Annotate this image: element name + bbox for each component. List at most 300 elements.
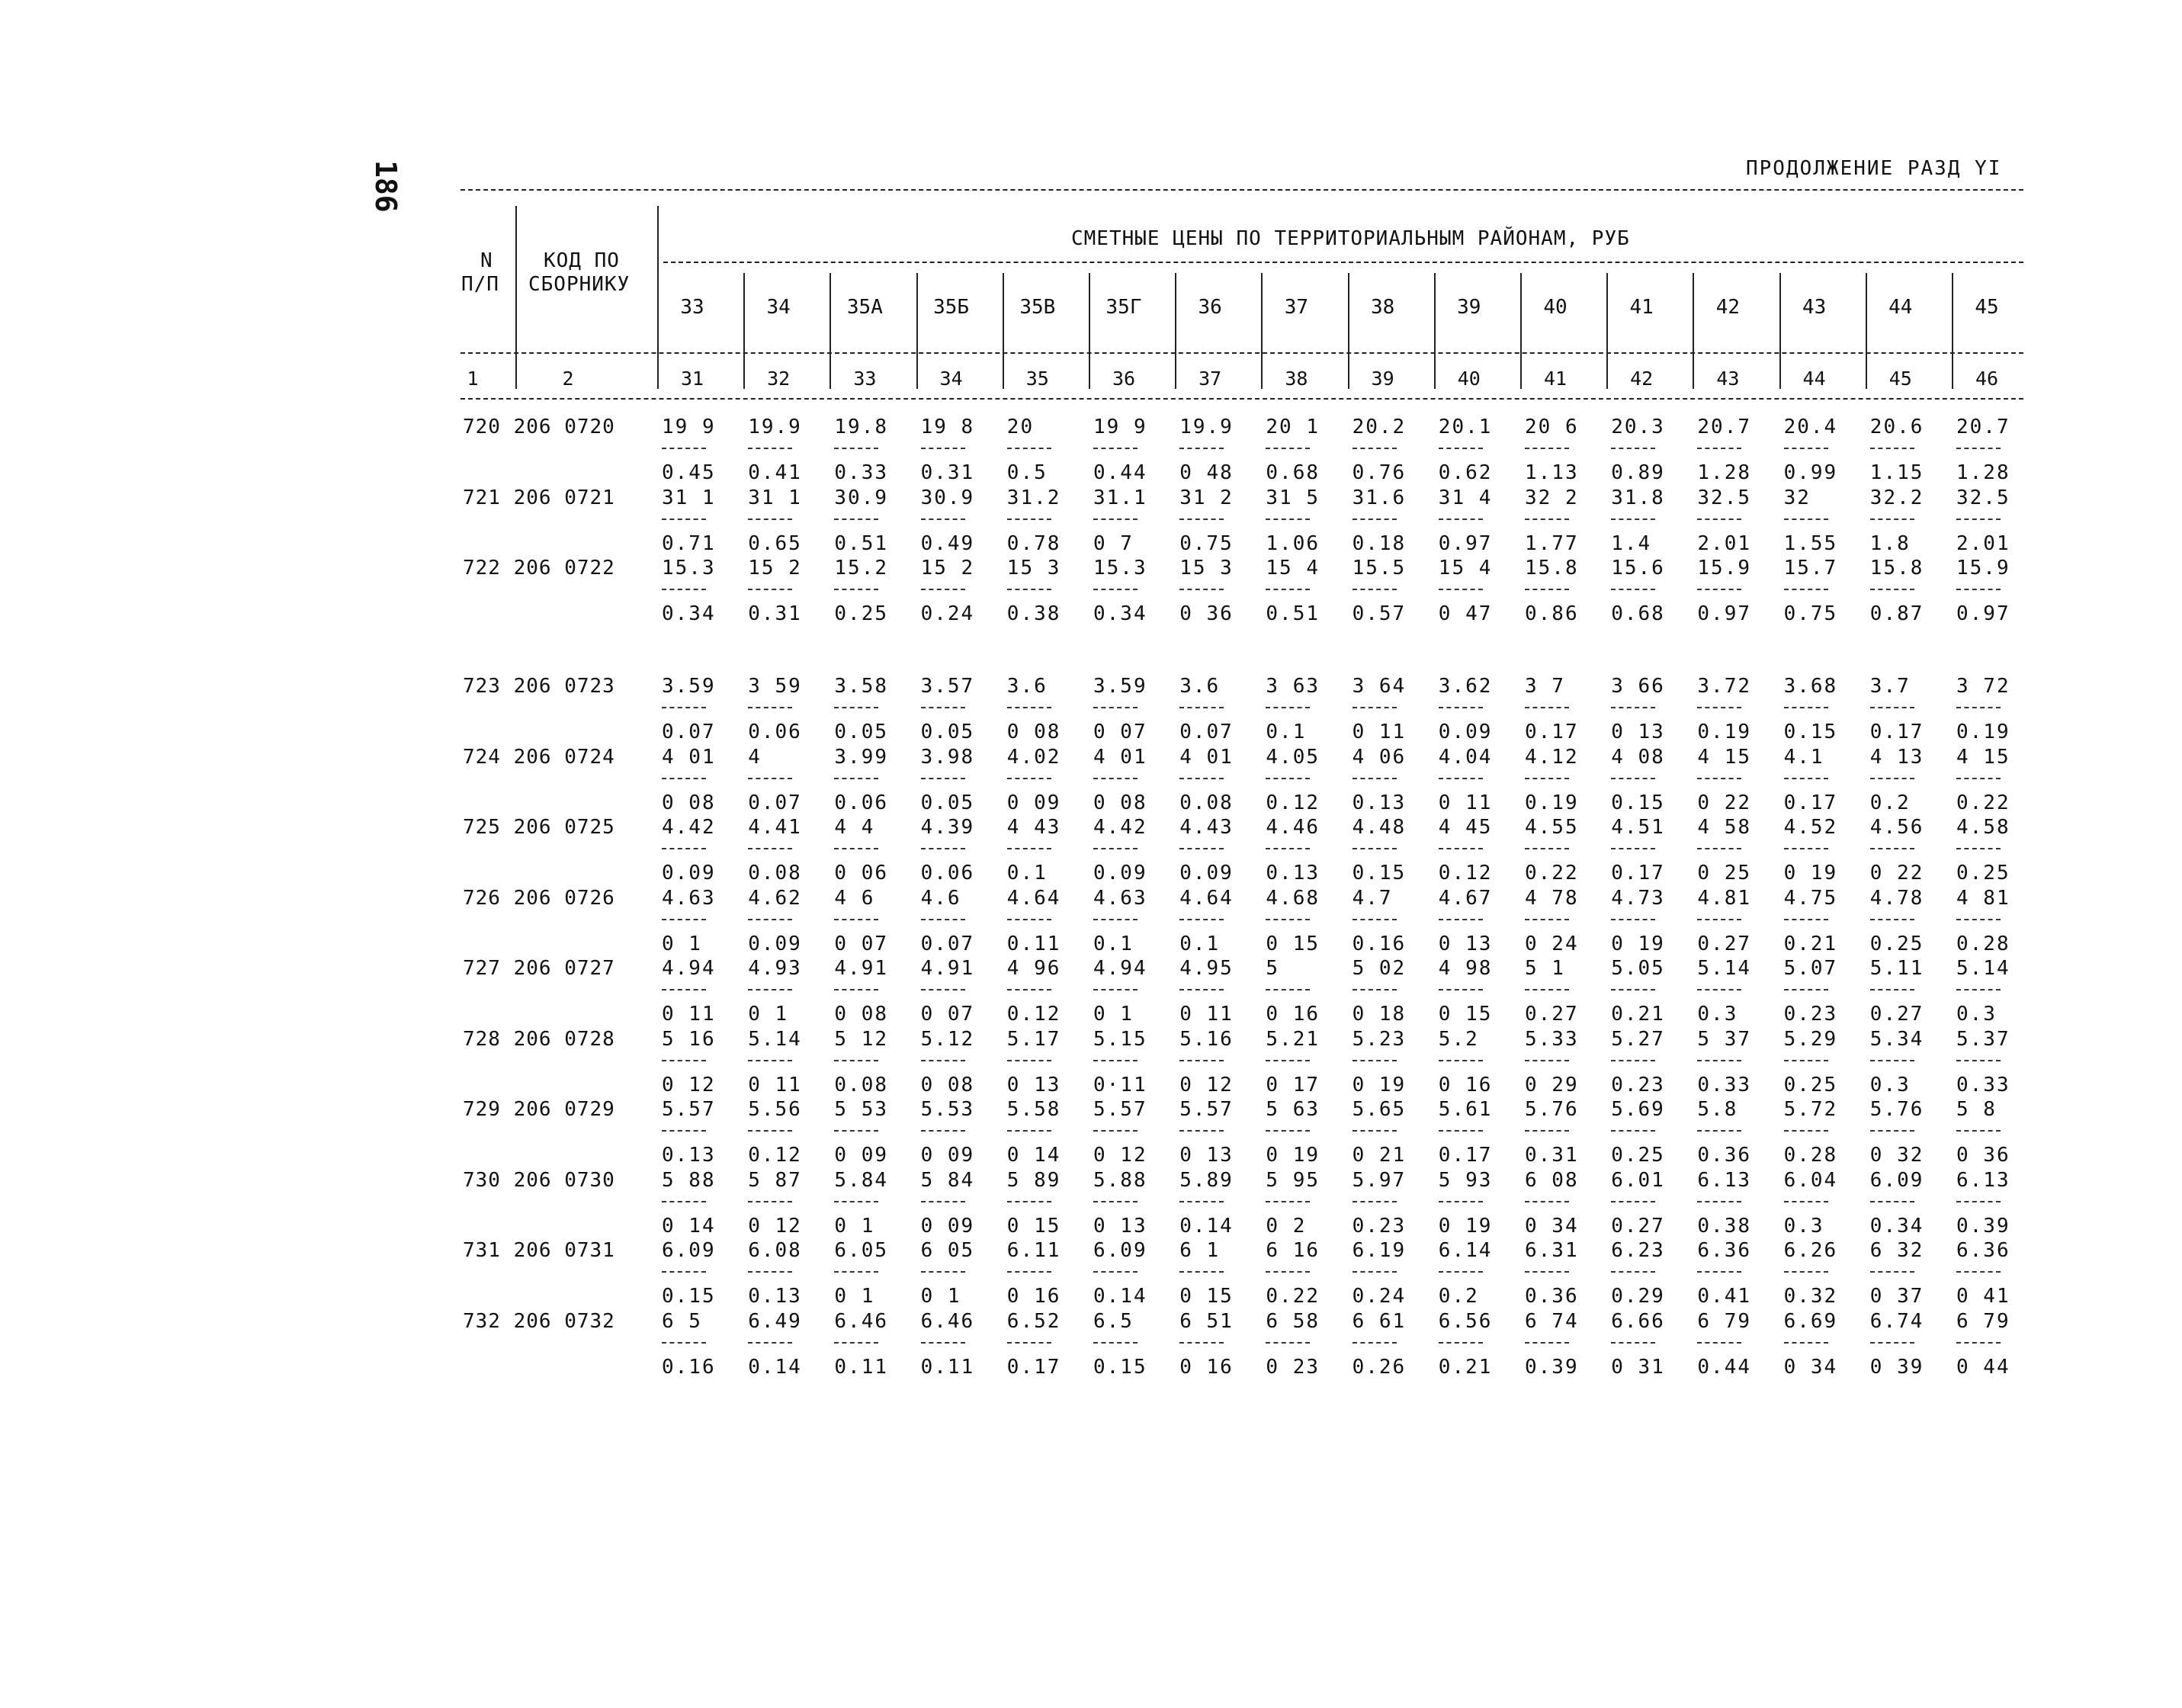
price-denominator: 0.17 — [1869, 721, 1924, 743]
price-denominator: 0.27 — [1611, 1214, 1665, 1238]
price-value: 3 63 — [1266, 675, 1320, 698]
price-value: 5.21 — [1266, 1027, 1320, 1051]
price-value: 4.39 — [920, 816, 975, 839]
price-denominator: 0.3 — [1697, 1003, 1738, 1026]
price-value: 6.74 — [1869, 1309, 1924, 1333]
fraction-bar — [1007, 989, 1051, 990]
column-number: 41 — [1543, 368, 1568, 390]
price-value: 5.11 — [1869, 957, 1924, 980]
fraction-bar — [1870, 778, 1914, 779]
price-value: 5 12 — [834, 1027, 889, 1051]
price-denominator: 0 1 — [920, 1285, 961, 1308]
district-header: 38 — [1370, 296, 1395, 319]
price-denominator: 2.01 — [1697, 531, 1752, 555]
fraction-bar — [1870, 589, 1914, 590]
fraction-bar — [1353, 989, 1397, 990]
price-denominator: 1.8 — [1869, 531, 1911, 555]
price-denominator: 0.09 — [662, 862, 716, 884]
price-denominator: 0 07 — [1093, 721, 1147, 743]
price-denominator: 0.3 — [1783, 1214, 1824, 1238]
price-value: 15 2 — [920, 557, 975, 580]
fraction-bar — [1697, 589, 1741, 590]
price-value: 20.2 — [1352, 416, 1407, 438]
fraction-bar — [921, 1342, 965, 1344]
price-value: 6.26 — [1783, 1239, 1838, 1262]
price-denominator: 0.34 — [1093, 602, 1147, 625]
price-value: 6.09 — [662, 1239, 716, 1262]
district-header: 35Б — [933, 296, 970, 319]
price-value: 31 1 — [662, 486, 716, 509]
price-value: 15 4 — [1438, 557, 1493, 580]
row-code-label: 720 206 0720 — [463, 416, 615, 438]
price-value: 4 6 — [834, 886, 875, 910]
price-value: 6.56 — [1438, 1309, 1493, 1333]
price-denominator: 0.31 — [748, 602, 802, 625]
price-value: 4.93 — [748, 957, 802, 980]
price-denominator: 0.31 — [1525, 1144, 1579, 1167]
fraction-bar — [1525, 448, 1569, 449]
fraction-bar — [1525, 518, 1569, 520]
fraction-bar — [1870, 919, 1914, 920]
price-value: 15.6 — [1611, 557, 1665, 580]
price-value: 3.59 — [662, 675, 716, 698]
price-value: 5.97 — [1352, 1168, 1407, 1192]
price-value: 31.8 — [1611, 486, 1665, 509]
price-value: 3.58 — [834, 675, 889, 698]
row-code-label: 724 206 0724 — [463, 745, 615, 769]
price-denominator: 0 08 — [1093, 791, 1147, 814]
fraction-bar — [748, 1271, 792, 1273]
price-denominator: 0 07 — [834, 932, 889, 955]
price-value: 4.56 — [1869, 816, 1924, 839]
fraction-bar — [834, 778, 878, 779]
column-number: 43 — [1716, 368, 1740, 390]
price-denominator: 0.14 — [748, 1355, 802, 1379]
price-value: 20.7 — [1697, 416, 1752, 438]
price-denominator: 0.27 — [1869, 1003, 1924, 1026]
fraction-bar — [1956, 1271, 2001, 1273]
price-denominator: 0 41 — [1956, 1285, 2010, 1308]
price-value: 4 78 — [1525, 886, 1579, 910]
price-denominator: 0 13 — [1093, 1214, 1147, 1238]
price-denominator: 0.08 — [834, 1073, 889, 1096]
fraction-bar — [1697, 778, 1741, 779]
fraction-bar — [1525, 1271, 1569, 1273]
price-value: 20.7 — [1956, 416, 2010, 438]
price-value: 15 2 — [748, 557, 802, 580]
price-denominator: 0.09 — [1093, 862, 1147, 884]
price-value: 4.94 — [1093, 957, 1147, 980]
price-denominator: 0 19 — [1352, 1073, 1407, 1096]
price-denominator: 0.33 — [834, 461, 889, 484]
price-value: 6 58 — [1266, 1309, 1320, 1333]
fraction-bar — [1697, 448, 1741, 449]
price-denominator: 0.28 — [1783, 1144, 1838, 1167]
fraction-bar — [1697, 707, 1741, 708]
district-header: 43 — [1802, 296, 1827, 319]
price-denominator: 0.12 — [1266, 791, 1320, 814]
price-denominator: 0.44 — [1093, 461, 1147, 484]
price-denominator: 0 23 — [1266, 1355, 1320, 1379]
price-value: 4.41 — [748, 816, 802, 839]
fraction-bar — [1266, 1271, 1310, 1273]
price-denominator: 0.45 — [662, 461, 716, 484]
rule-top — [460, 189, 2023, 191]
price-value: 4.62 — [748, 886, 802, 910]
header-group-title: СМЕТНЫЕ ЦЕНЫ ПО ТЕРРИТОРИАЛЬНЫМ РАЙОНАМ, РУБ — [1071, 227, 1630, 250]
price-denominator: 0.51 — [1266, 602, 1320, 625]
fraction-bar — [921, 1130, 965, 1132]
fraction-bar — [1870, 707, 1914, 708]
price-value: 4.91 — [834, 957, 889, 980]
fraction-bar — [1179, 1271, 1224, 1273]
fraction-bar — [1611, 448, 1655, 449]
fraction-bar — [748, 848, 792, 849]
fraction-bar — [921, 589, 965, 590]
fraction-bar — [1353, 589, 1397, 590]
price-denominator: 0.22 — [1525, 862, 1579, 884]
price-value: 4.6 — [920, 886, 961, 910]
price-value: 31.6 — [1352, 486, 1407, 509]
fraction-bar — [834, 518, 878, 520]
price-denominator: 0.41 — [1697, 1285, 1752, 1308]
price-denominator: 0.97 — [1697, 602, 1752, 625]
price-denominator: 0.25 — [834, 602, 889, 625]
fraction-bar — [1956, 707, 2001, 708]
price-value: 31 5 — [1266, 486, 1320, 509]
fraction-bar — [1956, 919, 2001, 920]
column-number: 38 — [1285, 368, 1308, 390]
fraction-bar — [1007, 448, 1051, 449]
fraction-bar — [1179, 589, 1224, 590]
column-number: 44 — [1802, 368, 1826, 390]
price-denominator: 1.28 — [1697, 461, 1752, 484]
fraction-bar — [834, 1130, 878, 1132]
price-denominator: 0.16 — [1352, 932, 1407, 955]
price-denominator: 0 22 — [1697, 791, 1752, 814]
price-denominator: 0·11 — [1093, 1073, 1147, 1096]
price-denominator: 0.09 — [748, 932, 802, 955]
price-denominator: 0.2 — [1869, 791, 1911, 814]
price-denominator: 0.1 — [1266, 721, 1307, 743]
price-denominator: 0.14 — [1179, 1214, 1234, 1238]
fraction-bar — [1093, 989, 1138, 990]
fraction-bar — [662, 1060, 706, 1061]
price-denominator: 0.16 — [662, 1355, 716, 1379]
price-denominator: 0 17 — [1266, 1073, 1320, 1096]
price-value: 6.11 — [1006, 1239, 1061, 1262]
fraction-bar — [1266, 848, 1310, 849]
price-value: 19.8 — [834, 416, 889, 438]
column-number: 1 — [467, 368, 479, 390]
fraction-bar — [834, 1060, 878, 1061]
fraction-bar — [662, 707, 706, 708]
price-denominator: 0.68 — [1611, 602, 1665, 625]
price-value: 6.36 — [1697, 1239, 1752, 1262]
price-value: 4 4 — [834, 816, 875, 839]
fraction-bar — [1179, 518, 1224, 520]
price-denominator: 0 31 — [1611, 1355, 1665, 1379]
fraction-bar — [1439, 1130, 1483, 1132]
fraction-bar — [1784, 778, 1828, 779]
fraction-bar — [748, 518, 792, 520]
price-value: 32.5 — [1956, 486, 2010, 509]
fraction-bar — [1525, 589, 1569, 590]
fraction-bar — [748, 707, 792, 708]
fraction-bar — [1784, 518, 1828, 520]
price-denominator: 0 1 — [748, 1003, 789, 1026]
district-header: 36 — [1198, 296, 1222, 319]
price-denominator: 0.12 — [748, 1144, 802, 1167]
district-header: 42 — [1715, 296, 1741, 319]
price-denominator: 1.13 — [1525, 461, 1579, 484]
price-denominator: 0 21 — [1352, 1144, 1407, 1167]
fraction-bar — [1353, 919, 1397, 920]
price-denominator: 0 09 — [920, 1214, 975, 1238]
fraction-bar — [748, 778, 792, 779]
district-header: 35А — [846, 296, 883, 319]
fraction-bar — [748, 448, 792, 449]
price-denominator: 0.25 — [1783, 1073, 1838, 1096]
price-value: 4.52 — [1783, 816, 1838, 839]
price-value: 5.61 — [1438, 1098, 1493, 1121]
price-value: 3 64 — [1352, 675, 1407, 698]
column-number: 37 — [1198, 368, 1222, 390]
fraction-bar — [1093, 1342, 1138, 1344]
fraction-bar — [662, 989, 706, 990]
fraction-bar — [1093, 848, 1138, 849]
price-value: 4 58 — [1697, 816, 1752, 839]
fraction-bar — [1439, 778, 1483, 779]
price-value: 5.16 — [1179, 1027, 1234, 1051]
header-code-line1: КОД ПО — [544, 249, 620, 272]
price-denominator: 0 32 — [1869, 1144, 1924, 1167]
fraction-bar — [1266, 1060, 1310, 1061]
fraction-bar — [1439, 707, 1483, 708]
price-value: 4 13 — [1869, 745, 1924, 769]
price-denominator: 0 15 — [1438, 1003, 1493, 1026]
price-denominator: 0 13 — [1179, 1144, 1234, 1167]
fraction-bar — [1784, 848, 1828, 849]
price-value: 5.14 — [748, 1027, 802, 1051]
fraction-bar — [1784, 448, 1828, 449]
price-value: 5 1 — [1525, 957, 1565, 980]
price-value: 4.42 — [662, 816, 716, 839]
price-value: 5 95 — [1266, 1168, 1320, 1192]
fraction-bar — [1611, 518, 1655, 520]
fraction-bar — [1870, 448, 1914, 449]
fraction-bar — [921, 707, 965, 708]
fraction-bar — [834, 448, 878, 449]
price-denominator: 0.26 — [1352, 1355, 1407, 1379]
price-value: 6.08 — [748, 1239, 802, 1262]
price-denominator: 1.28 — [1956, 461, 2010, 484]
price-value: 6.69 — [1783, 1309, 1838, 1333]
fraction-bar — [1093, 707, 1138, 708]
row-code-label: 730 206 0730 — [463, 1168, 615, 1192]
price-value: 6.13 — [1697, 1168, 1752, 1192]
price-denominator: 0.06 — [920, 862, 975, 884]
price-denominator: 0.17 — [1525, 721, 1579, 743]
price-value: 31.2 — [1006, 486, 1061, 509]
fraction-bar — [1093, 1060, 1138, 1061]
price-denominator: 0.09 — [1179, 862, 1234, 884]
price-value: 31 2 — [1179, 486, 1234, 509]
price-denominator: 0 2 — [1266, 1214, 1307, 1238]
price-value: 4.51 — [1611, 816, 1665, 839]
rule-group — [663, 262, 2023, 263]
fraction-bar — [1439, 1271, 1483, 1273]
price-denominator: 0.21 — [1783, 932, 1838, 955]
fraction-bar — [1353, 448, 1397, 449]
price-value: 5.15 — [1093, 1027, 1147, 1051]
fraction-bar — [921, 848, 965, 849]
fraction-bar — [1266, 448, 1310, 449]
fraction-bar — [1784, 1342, 1828, 1344]
price-value: 4.64 — [1006, 886, 1061, 910]
fraction-bar — [1093, 919, 1138, 920]
fraction-bar — [1093, 589, 1138, 590]
fraction-bar — [662, 589, 706, 590]
price-value: 20.3 — [1611, 416, 1665, 438]
price-denominator: 0.25 — [1956, 862, 2010, 884]
column-number: 35 — [1025, 368, 1049, 390]
fraction-bar — [1784, 919, 1828, 920]
price-value: 31.1 — [1093, 486, 1147, 509]
price-denominator: 0.68 — [1266, 461, 1320, 484]
price-denominator: 0.13 — [748, 1285, 802, 1308]
price-denominator: 1.06 — [1266, 531, 1320, 555]
price-denominator: 0.34 — [1869, 1214, 1924, 1238]
price-denominator: 0.1 — [1179, 932, 1221, 955]
price-value: 15.2 — [834, 557, 889, 580]
fraction-bar — [1179, 1130, 1224, 1132]
price-denominator: 0 25 — [1697, 862, 1752, 884]
fraction-bar — [1697, 1342, 1741, 1344]
price-denominator: 0.13 — [1266, 862, 1320, 884]
price-denominator: 0.19 — [1525, 791, 1579, 814]
fraction-bar — [662, 919, 706, 920]
price-denominator: 0 19 — [1438, 1214, 1493, 1238]
price-denominator: 0.33 — [1956, 1073, 2010, 1096]
fraction-bar — [1439, 1201, 1483, 1202]
fraction-bar — [1353, 1271, 1397, 1273]
fraction-bar — [834, 1201, 878, 1202]
column-number: 42 — [1630, 368, 1654, 390]
price-value: 4 15 — [1956, 745, 2010, 769]
price-value: 5 84 — [920, 1168, 975, 1192]
price-denominator: 0 22 — [1869, 862, 1924, 884]
price-value: 15.3 — [662, 557, 716, 580]
price-value: 3.59 — [1093, 675, 1147, 698]
rule-header-bottom — [460, 352, 2023, 354]
fraction-bar — [1093, 518, 1138, 520]
fraction-bar — [1525, 778, 1569, 779]
price-value: 19 9 — [662, 416, 716, 438]
price-value: 3.68 — [1783, 675, 1838, 698]
price-value: 4 06 — [1352, 745, 1407, 769]
fraction-bar — [1266, 1201, 1310, 1202]
price-denominator: 0.08 — [1179, 791, 1234, 814]
price-value: 5.76 — [1869, 1098, 1924, 1121]
price-value: 32 2 — [1525, 486, 1579, 509]
price-value: 5 63 — [1266, 1098, 1320, 1121]
price-value: 6.36 — [1956, 1239, 2010, 1262]
fraction-bar — [1525, 848, 1569, 849]
price-value: 5.69 — [1611, 1098, 1665, 1121]
fraction-bar — [1439, 989, 1483, 990]
price-value: 5 89 — [1006, 1168, 1061, 1192]
price-value: 5.2 — [1438, 1027, 1479, 1051]
price-denominator: 0.39 — [1956, 1214, 2010, 1238]
price-denominator: 0 09 — [1006, 791, 1061, 814]
price-denominator: 0.21 — [1438, 1355, 1493, 1379]
price-value: 3 66 — [1611, 675, 1665, 698]
price-denominator: 0 11 — [1179, 1003, 1234, 1026]
fraction-bar — [1611, 1201, 1655, 1202]
fraction-bar — [662, 848, 706, 849]
price-value: 6 16 — [1266, 1239, 1320, 1262]
column-number: 34 — [939, 368, 963, 390]
price-value: 15 4 — [1266, 557, 1320, 580]
price-value: 4.63 — [1093, 886, 1147, 910]
column-number: 2 — [562, 368, 574, 390]
price-value: 15.3 — [1093, 557, 1147, 580]
price-value: 4.95 — [1179, 957, 1234, 980]
price-value: 5.27 — [1611, 1027, 1665, 1051]
district-header: 45 — [1975, 296, 1999, 319]
fraction-bar — [1784, 1130, 1828, 1132]
fraction-bar — [1611, 589, 1655, 590]
fraction-bar — [1353, 1060, 1397, 1061]
price-value: 3.72 — [1697, 675, 1752, 698]
fraction-bar — [834, 1342, 878, 1344]
price-denominator: 0 16 — [1179, 1355, 1234, 1379]
row-code-label: 732 206 0732 — [463, 1309, 615, 1333]
price-denominator: 0 08 — [920, 1073, 975, 1096]
price-denominator: 0.87 — [1869, 602, 1924, 625]
price-value: 6.01 — [1611, 1168, 1665, 1192]
price-value: 30.9 — [834, 486, 889, 509]
fraction-bar — [1870, 1130, 1914, 1132]
price-value: 3 72 — [1956, 675, 2010, 698]
price-value: 5.17 — [1006, 1027, 1061, 1051]
price-value: 20.1 — [1438, 416, 1493, 438]
price-value: 5 02 — [1352, 957, 1407, 980]
fraction-bar — [1179, 848, 1224, 849]
price-denominator: 0.07 — [662, 721, 716, 743]
row-code-label: 726 206 0726 — [463, 886, 615, 910]
price-value: 6.46 — [834, 1309, 889, 1333]
price-denominator: 0.09 — [1438, 721, 1493, 743]
price-value: 4.91 — [920, 957, 975, 980]
price-value: 6 79 — [1956, 1309, 2010, 1333]
row-code-label: 725 206 0725 — [463, 816, 615, 839]
page-number: 186 — [369, 160, 403, 213]
price-denominator: 0.11 — [920, 1355, 975, 1379]
price-value: 5.56 — [748, 1098, 802, 1121]
price-denominator: 0.23 — [1611, 1073, 1665, 1096]
fraction-bar — [1439, 518, 1483, 520]
price-denominator: 0 14 — [662, 1214, 716, 1238]
price-value: 6.05 — [834, 1239, 889, 1262]
price-denominator: 0 47 — [1438, 602, 1493, 625]
price-value: 6 32 — [1869, 1239, 1924, 1262]
fraction-bar — [1266, 518, 1310, 520]
price-value: 19.9 — [1179, 416, 1234, 438]
price-denominator: 0.22 — [1956, 791, 2010, 814]
district-header: 39 — [1457, 296, 1481, 319]
